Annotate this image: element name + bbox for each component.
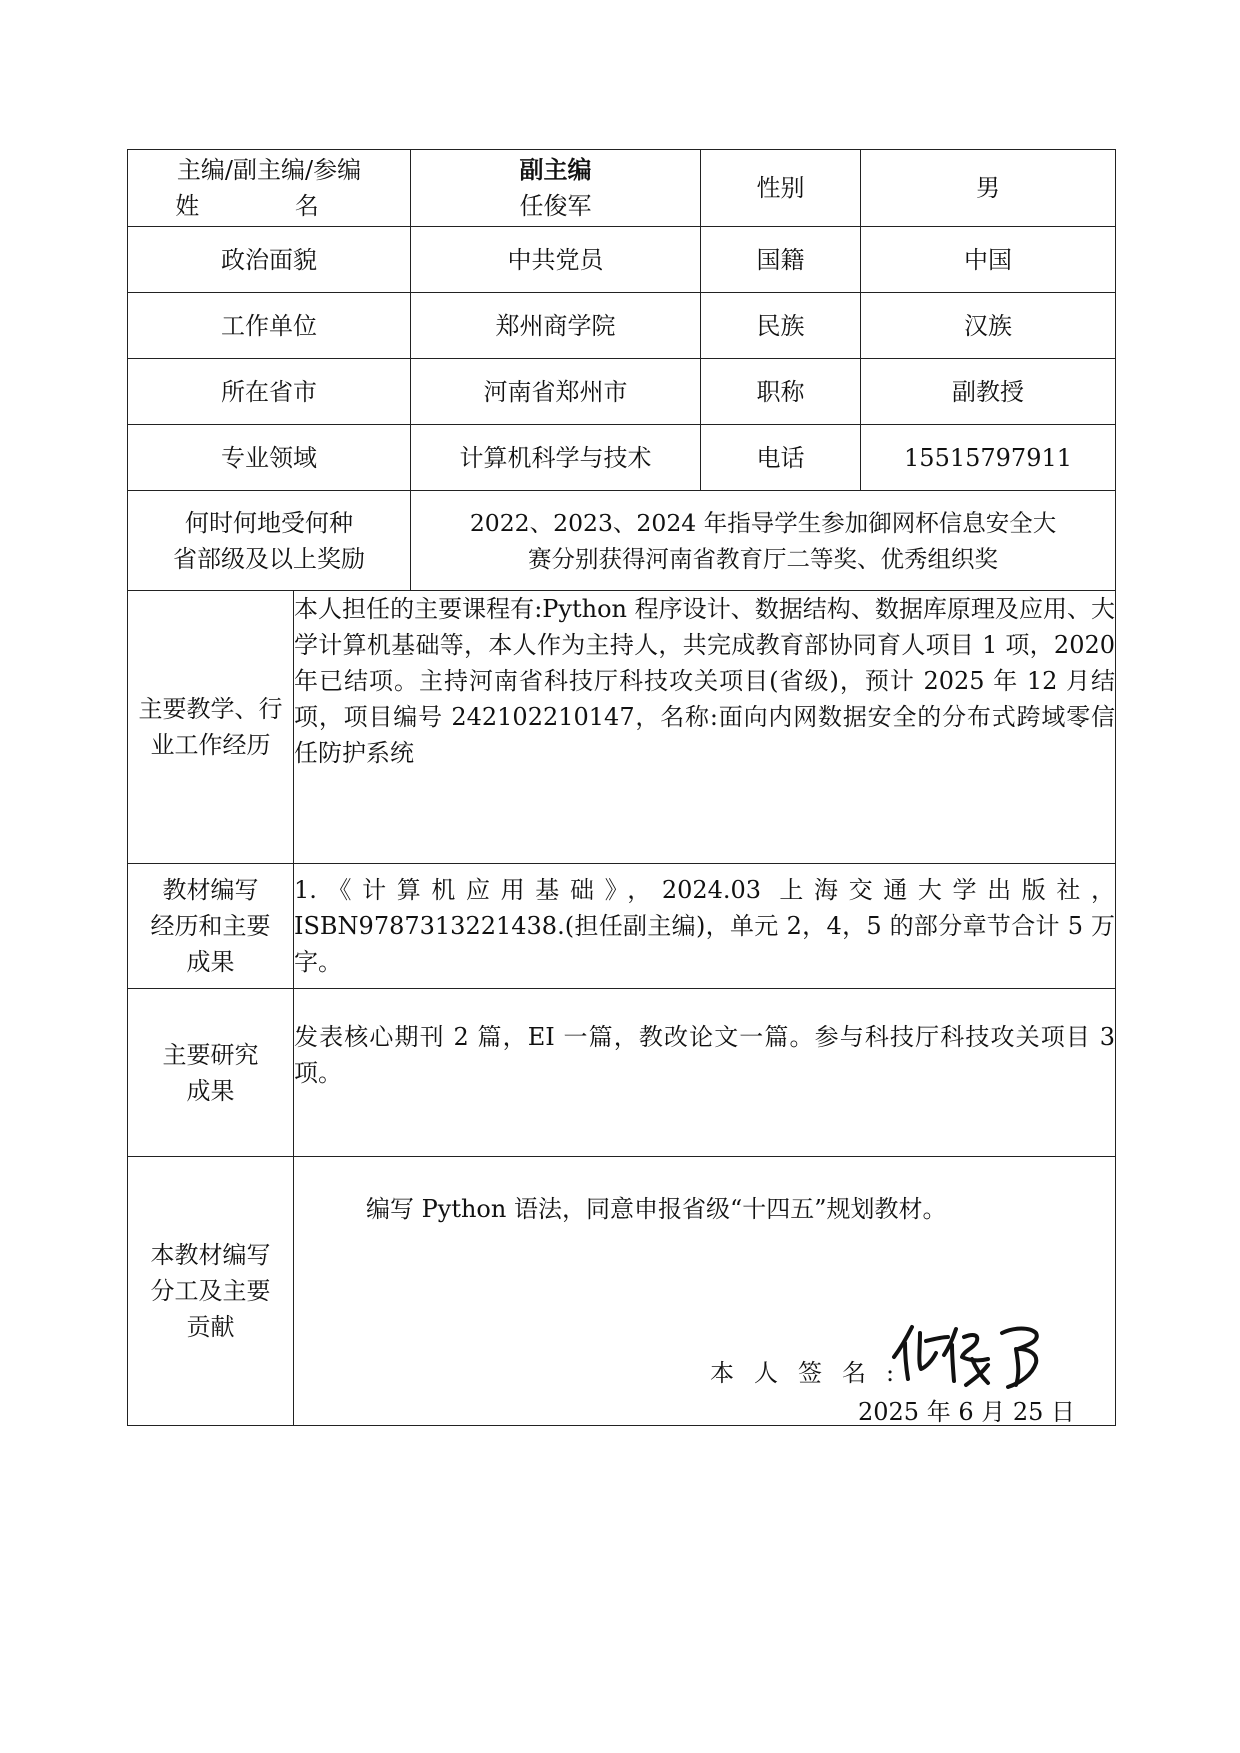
awards-value-cell xyxy=(411,491,1116,591)
name-label: 姓 名 xyxy=(175,192,363,220)
role-value: 副主编 xyxy=(519,155,592,184)
awards-value-line1: 2022、2023、2024 年指导学生参加御网杯信息安全大 xyxy=(469,508,1057,537)
awards-label-cell xyxy=(128,491,411,591)
row-name xyxy=(128,150,1116,227)
contribution-cell xyxy=(294,1157,1116,1426)
contribution-text: 编写 Python 语法，同意申报省级“十四五”规划教材。 xyxy=(366,1195,947,1223)
phone-value: 15515797911 xyxy=(861,425,1116,491)
name-label-cell xyxy=(128,150,411,227)
political-status-label: 政治面貌 xyxy=(128,227,411,293)
work-unit-label: 工作单位 xyxy=(128,293,411,359)
contribution-label-line3: 贡献 xyxy=(186,1313,235,1341)
textbook-label-cell xyxy=(128,864,294,989)
field-label: 专业领域 xyxy=(128,425,411,491)
gender-label: 性别 xyxy=(701,150,861,227)
teaching-label-line1: 主要教学、行 xyxy=(138,695,283,723)
row-location xyxy=(128,359,1116,425)
name-value-cell xyxy=(411,150,701,227)
signature-label: 本人签名: xyxy=(710,1359,915,1387)
work-unit-value: 郑州商学院 xyxy=(411,293,701,359)
nationality-label: 国籍 xyxy=(701,227,861,293)
teaching-label-cell xyxy=(128,591,294,864)
row-awards xyxy=(128,491,1116,591)
row-political-status xyxy=(128,227,1116,293)
location-label: 所在省市 xyxy=(128,359,411,425)
ethnicity-value: 汉族 xyxy=(861,293,1116,359)
nationality-value: 中国 xyxy=(861,227,1116,293)
contribution-label-line2: 分工及主要 xyxy=(150,1277,271,1305)
textbook-label-line1: 教材编写 xyxy=(162,876,259,904)
row-teaching-experience xyxy=(128,591,1116,864)
title-label: 职称 xyxy=(701,359,861,425)
textbook-label-line2: 经历和主要 xyxy=(150,912,271,940)
role-type-label: 主编/副主编/参编 xyxy=(176,156,362,184)
row-research xyxy=(128,989,1116,1157)
research-label-line2: 成果 xyxy=(186,1076,235,1105)
editor-info-form xyxy=(127,149,1116,1426)
handwritten-signature xyxy=(890,1319,1060,1393)
teaching-experience-text: 本人担任的主要课程有:Python 程序设计、数据结构、数据库原理及应用、大学计算机基础等，本人作为主持人，共完成教育部协同育人项目 1 项，2020 年已结项。主持河南省科技厅科技攻关项目(省级)，预计 2025 年 12 月结项，项目编号 242102210147，名称:面向内网数据安全的分布式跨域零信任防护系统 xyxy=(294,591,1116,864)
field-value: 计算机科学与技术 xyxy=(411,425,701,491)
political-status-value: 中共党员 xyxy=(411,227,701,293)
gender-value: 男 xyxy=(861,150,1116,227)
contribution-label-line1: 本教材编写 xyxy=(150,1241,271,1269)
name-value: 任俊军 xyxy=(519,192,592,220)
awards-value-line2: 赛分别获得河南省教育厅二等奖、优秀组织奖 xyxy=(528,544,999,573)
row-work-unit xyxy=(128,293,1116,359)
phone-label: 电话 xyxy=(701,425,861,491)
ethnicity-label: 民族 xyxy=(701,293,861,359)
row-textbook-experience xyxy=(128,864,1116,989)
teaching-label-line2: 业工作经历 xyxy=(150,731,271,759)
research-label-line1: 主要研究 xyxy=(162,1040,259,1069)
signature-date: 2025 年 6 月 25 日 xyxy=(857,1398,1076,1426)
awards-label-line2: 省部级及以上奖励 xyxy=(173,544,365,573)
awards-label-line1: 何时何地受何种 xyxy=(185,508,353,537)
location-value: 河南省郑州市 xyxy=(411,359,701,425)
research-text: 发表核心期刊 2 篇，EI 一篇，教改论文一篇。参与科技厅科技攻关项目 3 项。 xyxy=(294,989,1116,1157)
row-field xyxy=(128,425,1116,491)
research-label-cell xyxy=(128,989,294,1157)
textbook-label-line3: 成果 xyxy=(186,948,235,976)
contribution-label-cell xyxy=(128,1157,294,1426)
row-contribution xyxy=(128,1157,1116,1426)
textbook-experience-text: 1.《计算机应用基础》，2024.03 上海交通大学出版社，ISBN9787313221438.(担任副主编)，单元 2，4，5 的部分章节合计 5 万字。 xyxy=(294,864,1116,989)
title-value: 副教授 xyxy=(861,359,1116,425)
